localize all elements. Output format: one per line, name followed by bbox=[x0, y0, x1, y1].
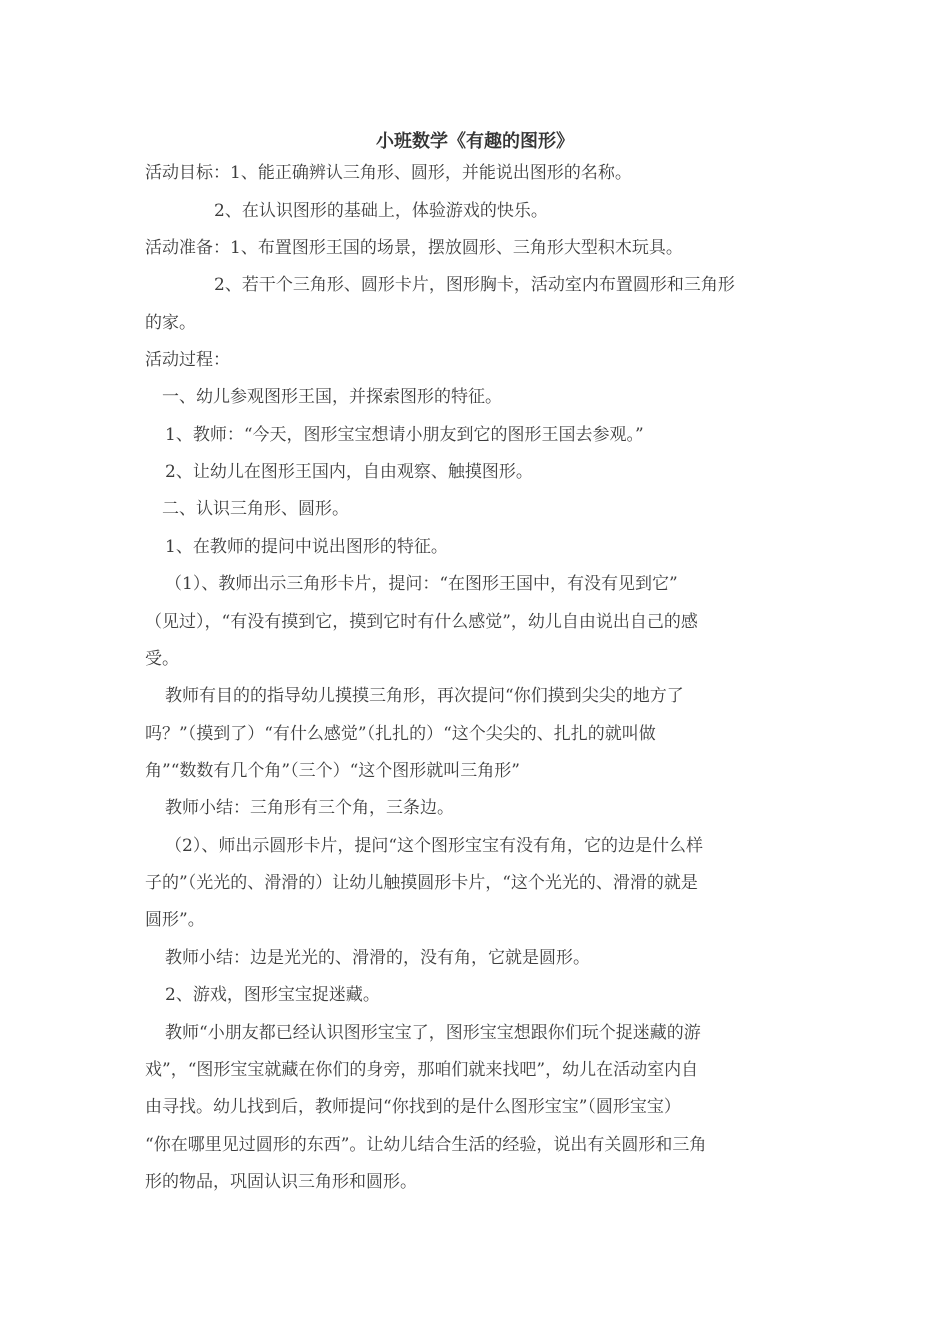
goal-line-2: 2、在认识图形的基础上，体验游戏的快乐。 bbox=[214, 201, 548, 221]
section-1-item-2: 2、让幼儿在图形王国内，自由观察、触摸图形。 bbox=[165, 462, 533, 482]
section-2-item-1: 1、在教师的提问中说出图形的特征。 bbox=[165, 537, 448, 557]
paragraph-line: 吗？”（摸到了）“有什么感觉”（扎扎的）“这个尖尖的、扎扎的就叫做 bbox=[145, 724, 656, 744]
document-title: 小班数学《有趣的图形》 bbox=[376, 131, 574, 152]
goal-line-1: 活动目标：1、能正确辨认三角形、圆形，并能说出图形的名称。 bbox=[145, 163, 632, 183]
paragraph-line: （1）、教师出示三角形卡片，提问：“在图形王国中，有没有见到它” bbox=[165, 574, 678, 594]
summary-triangle: 教师小结：三角形有三个角，三条边。 bbox=[165, 798, 454, 818]
section-2-heading: 二、认识三角形、圆形。 bbox=[162, 499, 349, 519]
prep-line-3: 的家。 bbox=[145, 313, 196, 333]
paragraph-line: （2）、师出示圆形卡片，提问“这个图形宝宝有没有角，它的边是什么样 bbox=[165, 836, 704, 856]
paragraph-line: 形的物品，巩固认识三角形和圆形。 bbox=[145, 1172, 417, 1192]
paragraph-line: 戏”，“图形宝宝就藏在你们的身旁，那咱们就来找吧”，幼儿在活动室内自 bbox=[145, 1060, 699, 1080]
process-heading: 活动过程： bbox=[145, 350, 230, 370]
paragraph-line: 子的”（光光的、滑滑的）让幼儿触摸圆形卡片，“这个光光的、滑滑的就是 bbox=[145, 873, 698, 893]
section-1-heading: 一、幼儿参观图形王国，并探索图形的特征。 bbox=[162, 387, 502, 407]
paragraph-line: 教师有目的的指导幼儿摸摸三角形，再次提问“你们摸到尖尖的地方了 bbox=[165, 686, 684, 706]
prep-line-1: 活动准备：1、布置图形王国的场景，摆放圆形、三角形大型积木玩具。 bbox=[145, 238, 683, 258]
section-2-item-2: 2、游戏，图形宝宝捉迷藏。 bbox=[165, 985, 380, 1005]
section-1-item-1: 1、教师：“今天，图形宝宝想请小朋友到它的图形王国去参观。” bbox=[165, 425, 644, 445]
paragraph-line: 教师“小朋友都已经认识图形宝宝了，图形宝宝想跟你们玩个捉迷藏的游 bbox=[165, 1023, 701, 1043]
paragraph-line: 圆形”。 bbox=[145, 910, 205, 930]
prep-line-2: 2、若干个三角形、圆形卡片，图形胸卡，活动室内布置圆形和三角形 bbox=[214, 275, 735, 295]
paragraph-line: “你在哪里见过圆形的东西”。让幼儿结合生活的经验，说出有关圆形和三角 bbox=[145, 1135, 707, 1155]
paragraph-line: 受。 bbox=[145, 649, 179, 669]
paragraph-line: （见过），“有没有摸到它，摸到它时有什么感觉”，幼儿自由说出自己的感 bbox=[145, 612, 698, 632]
summary-circle: 教师小结：边是光光的、滑滑的，没有角，它就是圆形。 bbox=[165, 948, 590, 968]
paragraph-line: 角”“数数有几个角”（三个）“这个图形就叫三角形” bbox=[145, 761, 520, 781]
paragraph-line: 由寻找。幼儿找到后，教师提问“你找到的是什么图形宝宝”（圆形宝宝） bbox=[145, 1097, 681, 1117]
